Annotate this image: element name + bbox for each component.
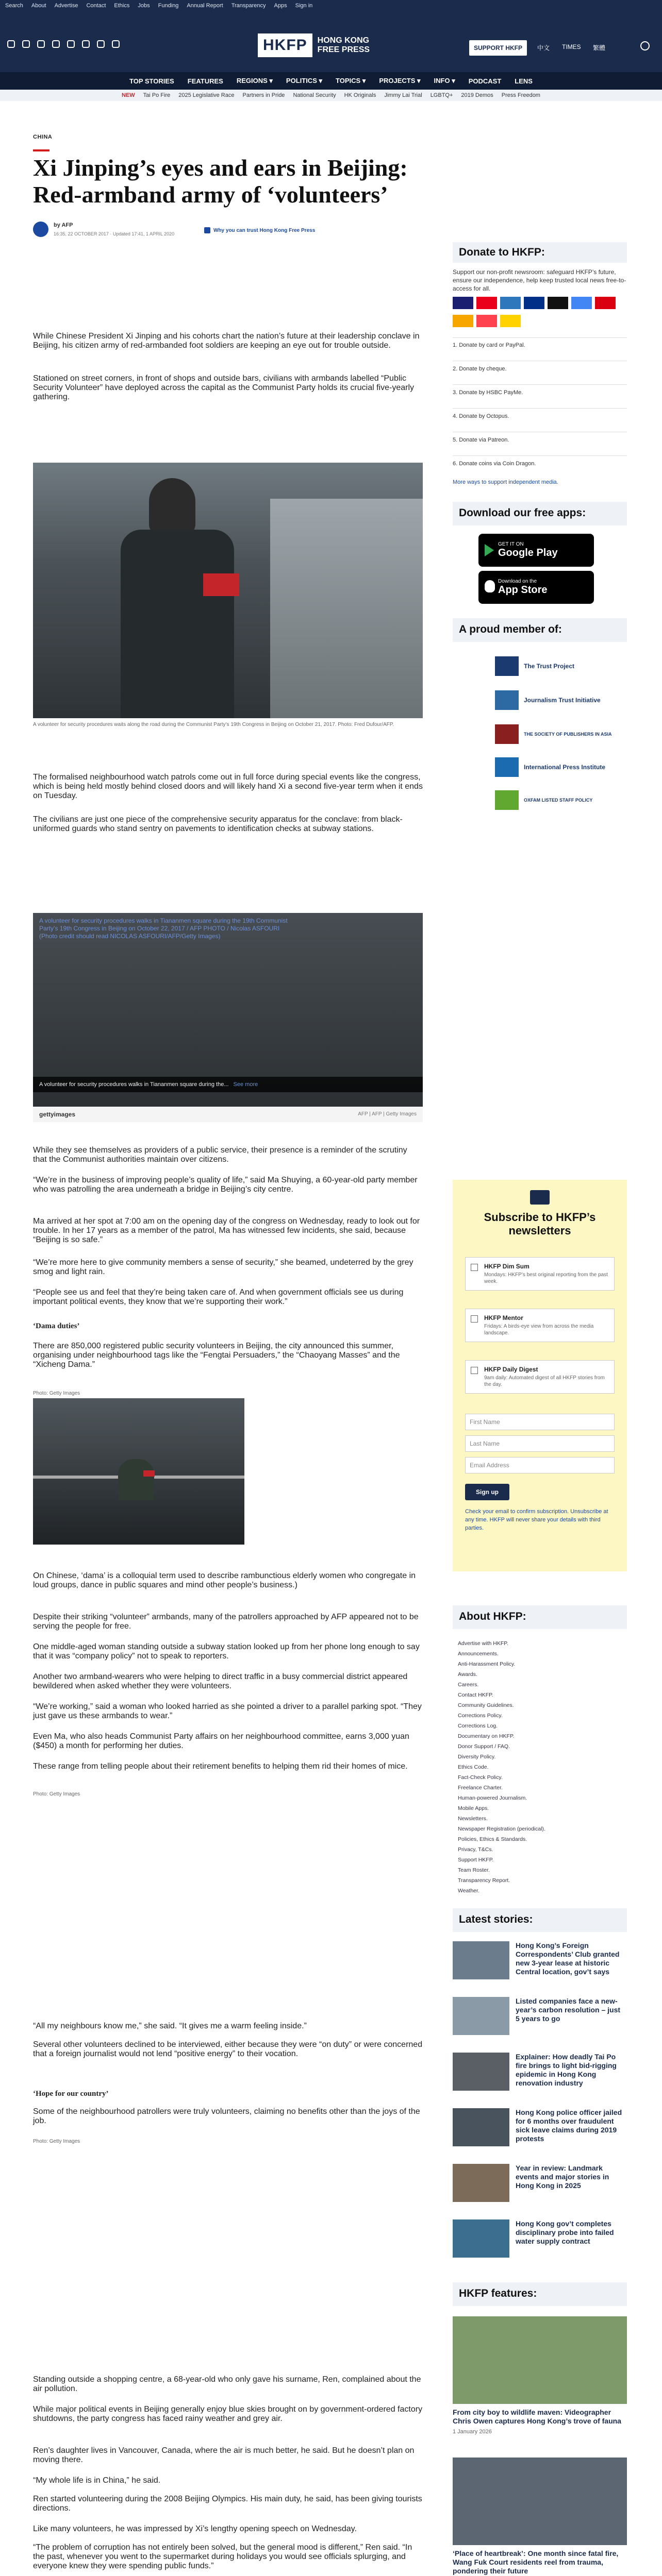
latest-title: Latest stories: [459,1913,533,1925]
member-oxfam[interactable] [495,790,592,810]
newsletter-digest[interactable] [465,1360,615,1394]
logo-line2: FREE PRESS [317,45,370,54]
gp-small: GET IT ON [498,541,524,547]
nl-title: HKFP Dim Sum [484,1263,529,1270]
about-link[interactable]: Documentary on HKFP. [458,1733,515,1739]
story-thumb [453,2219,509,2258]
story-thumb [453,2108,509,2146]
apple-icon [485,580,495,592]
para-19: Several other volunteers declined to be interviewed, either because they were “on duty” or were concerned that a foreign journalist would not lend “positive energy” to their vocation. [33,2040,423,2058]
embed-link-text[interactable]: A volunteer for security procedures walks in Tiananmen square during the 19th Communist Party’s 19th Congress in Beijing on October 22, 2017 / AFP PHOTO / Nicolas ASFOURI (Photo credit should read NICOLAS ASFOURI/AFP/Getty Images) [39,917,288,940]
donate-option-3[interactable]: 3. Donate by HSBC PayMe. [453,389,523,396]
about-link[interactable]: Awards. [458,1671,477,1677]
about-link[interactable]: Diversity Policy. [458,1754,496,1760]
photo-volunteer-road [33,463,423,718]
para-23: Ren’s daughter lives in Vancouver, Canada, where the air is much better, he said. But he doesn’t plan on moving there. [33,2446,415,2464]
apps-title: Download our free apps: [459,507,586,519]
nl-desc: 9am daily: Automated digest of all HKFP stories from the day. [484,1375,605,1387]
member-label: The Trust Project [524,663,575,670]
para-1: While Chinese President Xi Jinping and his cohorts chart the nation’s future at their leadership conclave in Beijing, his citizen army of red-armbanded foot soldiers are keeping an eye out for trouble outside. [33,332,420,350]
logo-mark: HKFP [258,33,312,57]
nav-top-stories[interactable]: TOP STORIES [129,77,174,85]
para-17: These range from telling people about their retirement benefits to helping them rid their homes of mice. [33,1762,408,1771]
about-link[interactable]: Donor Support / FAQ. [458,1743,510,1750]
topbar-transparency[interactable]: Transparency [231,3,266,9]
applepay-icon [548,297,568,309]
about-link[interactable]: Corrections Policy. [458,1713,503,1719]
about-link[interactable]: Careers. [458,1682,479,1688]
story-headline: Explainer: How deadly Tai Po fire brings to light bid-rigging epidemic in Hong Kong renovation industry [516,2053,617,2087]
about-link[interactable]: Privacy, T&Cs. [458,1846,493,1853]
latest-story[interactable] [453,1997,627,2046]
donate-more-link[interactable]: More ways to support independent media. [453,479,558,485]
members-header [453,618,627,642]
para-13: One middle-aged woman standing outside a subway station looked up from her phone long enough to say that it was “company policy” not to speak to reporters. [33,1642,420,1660]
para-4: The civilians are just one piece of the comprehensive security apparatus for the conclave: from black-uniformed guards who stand sentry on pavements to identification checks at subway stations. [33,815,403,833]
about-link[interactable]: Transparency Report. [458,1877,510,1884]
oxfam-icon [495,790,519,810]
digest-checkbox[interactable] [471,1367,478,1374]
app-store-button[interactable] [478,571,594,604]
googlepay-icon [571,297,592,309]
about-link[interactable]: Contact HKFP. [458,1692,493,1698]
trend-legco[interactable]: 2025 Legislative Race [178,92,235,98]
envelope-icon [530,1190,550,1205]
article-date: 16:35, 22 OCTOBER 2017 · Updated 17:41, 1 APRIL 2020 [54,231,175,236]
member-ipi[interactable] [495,757,605,777]
sopa-icon [495,724,519,744]
apps-header [453,502,627,526]
first-name-input[interactable]: First Name [465,1414,615,1430]
threads-icon[interactable] [52,40,60,48]
donate-option-6[interactable]: 6. Donate coins via Coin Dragon. [453,461,536,467]
mentor-checkbox[interactable] [471,1315,478,1323]
bus-shape [270,499,423,718]
trust-promo[interactable] [204,227,410,234]
donate-title: Donate to HKFP: [459,246,545,258]
photo-volunteer-sitting [33,1398,244,1545]
about-link[interactable]: Advertise with HKFP. [458,1640,508,1647]
divider [453,337,627,338]
para-8: “We’re more here to give community members a sense of security,” she beamed, undeterred by the grey smog and light rain. [33,1258,413,1276]
main-nav [0,72,662,90]
newsletter-title: Subscribe to HKFP’s newsletters [484,1211,596,1237]
features-header [453,2282,627,2306]
embed-caption-bar [33,1077,423,1092]
member-label: THE SOCIETY OF PUBLISHERS IN ASIA [524,732,612,737]
para-11: On Chinese, ‘dama’ is a colloquial term used to describe rambunctious elderly women who congregate in loud groups, dance in public squares and mind other people’s business.) [33,1571,416,1589]
donate-text[interactable]: Support our non-profit newsroom: safeguard HKFP’s future, ensure our independence, help keep trusted local news free-to-access for all. [453,268,626,292]
mastercard-icon [476,297,497,309]
member-trust-project[interactable] [495,656,574,676]
about-link[interactable]: Human-powered Journalism. [458,1795,527,1801]
site-header [0,11,662,72]
lang-chinese-link[interactable]: 中文 [537,44,550,52]
visa-icon [453,297,473,309]
story-headline: Hong Kong’s Foreign Correspondents’ Club granted new 3-year lease at historic Central location, gov’t says [516,1941,620,1976]
patreon-icon [476,315,497,327]
nl-title: HKFP Mentor [484,1314,523,1321]
article-title: Xi Jinping’s eyes and ears in Beijing: Red-armband army of ‘volunteers’ [33,155,408,208]
about-link[interactable]: Announcements. [458,1651,499,1657]
feature-story[interactable] [453,2458,627,2576]
subhead-hope: ‘Hope for our country’ [33,2090,109,2098]
para-24: “My whole life is in China,” he said. [33,2476,161,2485]
person-head [149,478,195,535]
about-link[interactable]: Anti-Harassment Policy. [458,1661,516,1667]
kicker-bar [33,149,49,151]
payme-icon [595,297,616,309]
photo-credit-3: Photo: Getty Images [33,1791,80,1797]
para-26: Like many volunteers, he was impressed by Xi’s lengthy opening speech on Wednesday. [33,2524,357,2533]
logo-line1: HONG KONG [317,36,370,45]
nl-desc: Mondays: HKFP’s best original reporting from the past week. [484,1272,608,1284]
members-title: A proud member of: [459,623,562,635]
article-byline[interactable]: by AFP [54,222,73,228]
embed-see-more[interactable]: See more [233,1081,258,1088]
about-link[interactable]: Freelance Charter. [458,1785,503,1791]
about-link[interactable]: Support HKFP. [458,1857,494,1863]
story-thumb [453,2053,509,2091]
donate-option-2[interactable]: 2. Donate by cheque. [453,366,507,372]
embed-footer [33,1107,423,1122]
story-thumb [453,2164,509,2202]
nav-lens[interactable]: LENS [515,77,533,85]
features-title: HKFP features: [459,2287,537,2299]
support-hkfp-button[interactable]: SUPPORT HKFP [469,40,527,56]
story-headline: Hong Kong gov’t completes disciplinary probe into failed water supply contract [516,2219,614,2245]
photo-credit-4: Photo: Getty Images [33,2139,80,2144]
para-20: Some of the neighbourhood patrollers were truly volunteers, claiming no benefits other than the joys of the job. [33,2107,420,2125]
newsletter-dimsum[interactable] [465,1257,615,1291]
about-link[interactable]: Weather. [458,1888,479,1894]
paypal-icon [524,297,544,309]
trend-pride[interactable]: Partners in Pride [242,92,285,98]
feature-headline: ‘Place of heartbreak’: One month since fatal fire, Wang Fuk Court residents reel from trauma, pondering their future [453,2549,619,2575]
search-icon[interactable] [640,41,650,50]
feature-story[interactable] [453,2316,627,2435]
nav-info[interactable]: INFO ▾ [434,77,455,84]
about-header [453,1605,627,1629]
nl-title: HKFP Daily Digest [484,1366,538,1373]
trend-jimmy-lai[interactable]: Jimmy Lai Trial [384,92,422,98]
para-22: While major political events in Beijing generally enjoy blue skies brought on by government-ordered factory shutdowns, the party congress has faced rainy weather and grey air. [33,2405,423,2423]
para-14: Another two armband-wearers who were helping to direct traffic in a busy commercial district appeared bewildered when asked whether they were volunteers. [33,1672,408,1690]
para-3: The formalised neighbourhood watch patrols come out in full force during special events like the congress, which is being held mostly behind closed doors and will likely hand Xi a second five-year term when it ends on Tuesday. [33,773,423,800]
para-2: Stationed on street corners, in front of shops and outside bars, civilians with armbands labelled “Public Security Volunteer” have deployed across the capital as the Communist Party holds its crucial five-yearly gathering. [33,374,415,401]
twitter-icon[interactable] [22,40,30,48]
topbar-annual-report[interactable]: Annual Report [187,3,223,9]
topbar-apps[interactable]: Apps [274,3,287,9]
google-play-button[interactable] [478,534,594,567]
social-links [7,40,120,48]
feature-headline: From city boy to wildlife maven: Videographer Chris Owen captures Hong Kong’s trove of fauna [453,2408,621,2425]
shield-icon [204,227,210,233]
getty-embed[interactable] [33,913,423,1122]
trend-national-security[interactable]: National Security [293,92,336,98]
about-link[interactable]: Ethics Code. [458,1764,489,1770]
jti-icon [495,690,519,710]
about-links [458,1638,623,1896]
topbar-contact[interactable]: Contact [86,3,106,9]
newsletter-note: Check your email to confirm subscription. Unsubscribe at any time. HKFP will never share your details with third parties. [465,1509,608,1531]
story-headline: Listed companies face a new-year’s carbon resolution – just 5 years to go [516,1997,621,2023]
about-link[interactable]: Community Guidelines. [458,1702,514,1708]
trust-project-icon [495,656,519,676]
getty-logo[interactable]: gettyimages [39,1111,76,1118]
subhead-dama-duties: ‘Dama duties’ [33,1322,80,1330]
para-27: “The problem of corruption has not entirely been solved, but the general mood is different,” Ren said. “In the past, whenever you went to the supermarket during holidays you would see officials splurging, and everyone knew they were spending public funds.” [33,2543,412,2570]
facebook-icon[interactable] [7,40,15,48]
as-small: Download on the [498,579,537,584]
about-title: About HKFP: [459,1611,526,1622]
topbar-ethics[interactable]: Ethics [114,3,130,9]
photo-credit-2: Photo: Getty Images [33,1391,80,1396]
donate-option-4[interactable]: 4. Donate by Octopus. [453,413,509,419]
para-15: “We’re working,” said a woman who looked harried as she pointed a driver to a parallel parking spot. “They just gave us these armbands to wear.” [33,1702,422,1720]
nl-desc: Fridays: A birds-eye view from across the media landscape. [484,1324,594,1336]
logo-text [318,36,370,55]
story-thumb [453,1941,509,1979]
rss-icon[interactable] [112,40,120,48]
latest-story[interactable] [453,2053,627,2102]
latest-header [453,1908,627,1932]
feature-image [453,2458,627,2545]
person-body [121,530,234,718]
trend-press-freedom[interactable]: Press Freedom [501,92,540,98]
about-link[interactable]: Newspaper Registration (periodical). [458,1826,545,1832]
para-25: Ren started volunteering during the 2008 Beijing Olympics. His main duty, he said, has been giving tourists directions. [33,2495,422,2513]
topbar-search[interactable]: Search [5,3,23,9]
linkedin-icon[interactable] [82,40,90,48]
trending-nav [0,90,662,101]
nav-topics[interactable]: TOPICS ▾ [336,77,366,84]
topbar-signin[interactable]: Sign in [295,3,313,9]
ipi-icon [495,757,519,777]
new-label: NEW [122,92,135,98]
as-big: App Store [498,584,548,596]
seated-person [118,1459,154,1500]
latest-story[interactable] [453,2164,627,2213]
donate-option-1[interactable]: 1. Donate by card or PayPal. [453,342,525,348]
divider [453,408,627,409]
member-label: Journalism Trust Initiative [524,697,601,704]
coindragon-icon [500,315,521,327]
story-thumb [453,1997,509,2035]
last-name-input[interactable]: Last Name [465,1435,615,1452]
donate-option-5[interactable]: 5. Donate via Patreon. [453,437,509,443]
dimsum-checkbox[interactable] [471,1264,478,1271]
lang-trad-link[interactable]: 繁體 [593,44,606,52]
topbar-advertise[interactable]: Advertise [54,3,78,9]
trend-tai-po-fire[interactable]: Tai Po Fire [143,92,171,98]
divider [453,455,627,456]
member-label: International Press Institute [524,764,606,771]
topbar-jobs[interactable]: Jobs [138,3,150,9]
about-link[interactable]: Mobile Apps. [458,1805,489,1811]
about-link[interactable]: Newsletters. [458,1816,488,1822]
about-link[interactable]: Fact-Check Policy. [458,1774,503,1781]
latest-story[interactable] [453,2108,627,2158]
red-armband-2 [143,1470,155,1477]
article-category[interactable]: CHINA [33,134,53,140]
gp-big: Google Play [498,547,558,558]
nav-regions[interactable]: REGIONS ▾ [236,77,273,84]
para-21: Standing outside a shopping centre, a 68-year-old who only gave his surname, Ren, complained about the air pollution. [33,2375,421,2393]
trend-lgbtq[interactable]: LGBTQ+ [430,92,453,98]
trust-promo-text: Why you can trust Hong Kong Free Press [213,227,316,233]
photo-caption-1: A volunteer for security procedures waits along the road during the Communist Party’s 19th Congress in Beijing on October 21, 2017. Photo: Fred Dufour/AFP. [33,722,394,727]
top-utility-bar [0,0,662,11]
member-label: OXFAM LISTED STAFF POLICY [524,798,593,803]
amex-icon [500,297,521,309]
para-16: Even Ma, who also heads Communist Party affairs on her neighbourhood committee, earns 3,000 yuan ($450) a month for performing her duties. [33,1732,409,1750]
youtube-icon[interactable] [67,40,75,48]
topbar-funding[interactable]: Funding [158,3,179,9]
lang-dim-link[interactable]: TIMES [562,43,581,50]
newsletter-mentor[interactable] [465,1309,615,1342]
latest-story[interactable] [453,2219,627,2269]
latest-story[interactable] [453,1941,627,1991]
nav-podcast[interactable]: PODCAST [468,77,502,85]
member-sopa[interactable] [495,724,612,744]
embed-caption: A volunteer for security procedures walks in Tiananmen square during the... [39,1081,229,1088]
newsletter-box [453,1180,627,1571]
signup-button[interactable]: Sign up [465,1484,509,1500]
topbar-about[interactable]: About [31,3,46,9]
trend-hk-originals[interactable]: HK Originals [344,92,376,98]
embed-credit: AFP | AFP | Getty Images [358,1111,417,1117]
para-7: Ma arrived at her spot at 7:00 am on the opening day of the congress on Wednesday, ready to look out for trouble. In her 17 years as a member of the patrol, Ma has witnessed few incidents, she said, because “Beijing is so safe.” [33,1217,420,1244]
para-10: There are 850,000 registered public security volunteers in Beijing, the city announced this summer, organising under neighbourhood tags like the “Fengtai Persuaders,” the “Chaoyang Masses” and the “Xicheng Dama.” [33,1342,400,1369]
telegram-icon[interactable] [97,40,105,48]
story-headline: Year in review: Landmark events and major stories in Hong Kong in 2025 [516,2164,609,2190]
divider [453,384,627,385]
instagram-icon[interactable] [37,40,45,48]
para-18: “All my neighbours know me,” she said. “It gives me a warm feeling inside.” [33,2022,307,2030]
payment-methods [453,297,627,330]
author-avatar [33,222,48,237]
story-headline: Hong Kong police officer jailed for 6 months over fraudulent sick leave claims during 2019 protests [516,2108,622,2143]
feature-date: 1 January 2026 [453,2429,492,2435]
email-input[interactable]: Email Address [465,1457,615,1473]
nav-projects[interactable]: PROJECTS ▾ [379,77,421,84]
para-9: “People see us and feel that they’re being taken care of. And when government officials see us during important political events, they know that we’re supporting their work.” [33,1288,404,1306]
para-12: Despite their striking “volunteer” armbands, many of the patrollers approached by AFP appeared not to be serving the people for free. [33,1613,419,1631]
about-link[interactable]: Team Roster. [458,1867,490,1873]
feature-image [453,2316,627,2404]
para-6: “We’re in the business of improving people’s quality of life,” said Ma Shuying, a 60-year-old party member who was patrolling the area underneath a bridge in Beijing’s city centre. [33,1176,418,1194]
member-jti[interactable] [495,690,601,710]
red-armband [203,573,239,596]
nav-politics[interactable]: POLITICS ▾ [286,77,323,84]
octopus-icon [453,315,473,327]
nav-features[interactable]: FEATURES [187,77,223,85]
about-link[interactable]: Corrections Log. [458,1723,498,1729]
trend-2019-demos[interactable]: 2019 Demos [461,92,493,98]
google-play-icon [485,544,494,556]
donate-header [453,242,627,263]
para-5: While they see themselves as providers of a public service, their presence is a reminder of the scrutiny that the Communist authorities maintain over citizens. [33,1146,407,1164]
site-logo[interactable] [258,32,405,59]
about-link[interactable]: Policies, Ethics & Standards. [458,1836,527,1842]
